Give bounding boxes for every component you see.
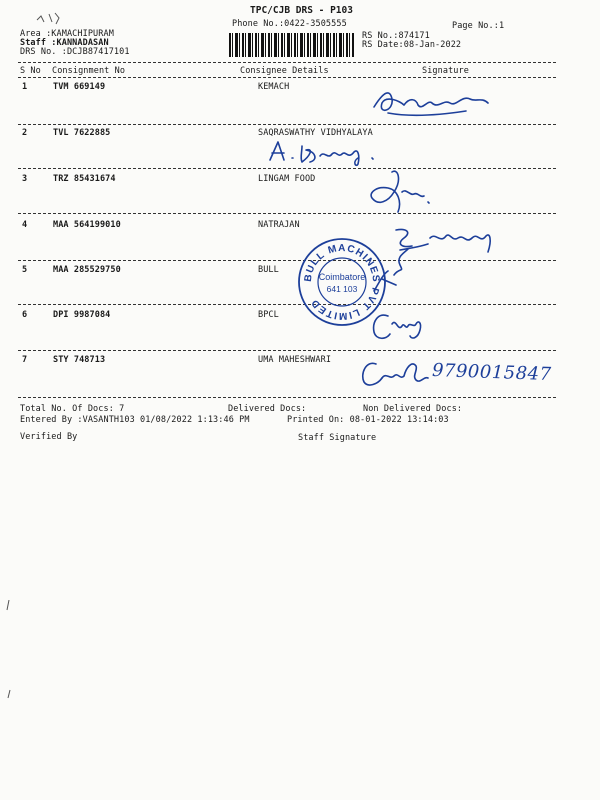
row-sno: 7 (22, 355, 28, 365)
divider (18, 62, 556, 63)
staff-signature: Staff Signature (298, 433, 377, 443)
divider (18, 260, 556, 261)
handwritten-phone: 9790015847 (431, 359, 552, 386)
row-sno: 4 (22, 220, 28, 230)
row-consignment: STY 748713 (53, 355, 106, 365)
divider (18, 168, 556, 169)
delivered-docs: Delivered Docs: (228, 404, 307, 414)
divider (18, 213, 556, 214)
row-consignee: NATRAJAN (258, 220, 300, 230)
row-consignment: DPI 9987084 (53, 310, 111, 320)
rs-date: RS Date:08-Jan-2022 (362, 40, 462, 50)
col-header-signature: Signature (422, 66, 469, 76)
signature-row-7 (358, 356, 438, 392)
row-consignment: TVL 7622885 (53, 128, 111, 138)
divider (18, 77, 556, 78)
divider (18, 350, 556, 351)
non-delivered-docs: Non Delivered Docs: (363, 404, 463, 414)
row-consignee: SAQRASWATHY VIDHYALAYA (258, 128, 373, 138)
stamp-city: Coimbatore (318, 272, 366, 282)
company-stamp (296, 236, 388, 328)
area-label: Area :KAMACHIPURAM (20, 29, 114, 39)
divider (18, 124, 556, 125)
row-consignee: BULL (258, 265, 279, 275)
report-title: TPC/CJB DRS - P103 (250, 5, 353, 16)
row-consignee: UMA MAHESHWARI (258, 355, 332, 365)
staff-label: Staff :KANNADASAN (20, 38, 109, 48)
total-docs: Total No. Of Docs: 7 (20, 404, 125, 414)
scan-mark (4, 600, 14, 700)
row-consignee: BPCL (258, 310, 279, 320)
row-consignment: MAA 285529750 (53, 265, 121, 275)
row-consignment: TRZ 85431674 (53, 174, 116, 184)
signature-row-2 (262, 138, 382, 166)
rs-number: RS No.:874171 (362, 31, 430, 41)
row-consignment: MAA 564199010 (53, 220, 121, 230)
row-sno: 2 (22, 128, 28, 138)
phone-number: Phone No.:0422-3505555 (232, 19, 347, 29)
corner-scribble (35, 10, 75, 28)
verified-by: Verified By (20, 432, 78, 442)
row-sno: 6 (22, 310, 28, 320)
stamp-ring-text: BULL MACHINES PVT LIMITED (302, 242, 382, 322)
stamp-pin: 641 103 (326, 284, 358, 294)
row-sno: 3 (22, 174, 28, 184)
row-sno: 5 (22, 265, 28, 275)
row-consignee: KEMACH (258, 82, 290, 92)
page-number: Page No.:1 (452, 21, 505, 31)
row-consignee: LINGAM FOOD (258, 174, 316, 184)
printed-on: Printed On: 08-01-2022 13:14:03 (287, 415, 449, 425)
signature-row-1 (370, 85, 495, 120)
svg-text:BULL MACHINES PVT LIMITED (303, 243, 381, 321)
divider (18, 304, 556, 305)
entered-by: Entered By :VASANTH103 01/08/2022 1:13:46 PM (20, 415, 250, 425)
signature-row-3 (358, 166, 438, 218)
col-header-consignee: Consignee Details (240, 66, 329, 76)
row-consignment: TVM 669149 (53, 82, 106, 92)
col-header-sno: S No (20, 66, 41, 76)
row-sno: 1 (22, 82, 28, 92)
col-header-consignment: Consignment No (52, 66, 126, 76)
drs-number: DRS No. :DCJB87417101 (20, 47, 130, 57)
barcode-icon (229, 33, 354, 57)
divider (18, 397, 556, 398)
